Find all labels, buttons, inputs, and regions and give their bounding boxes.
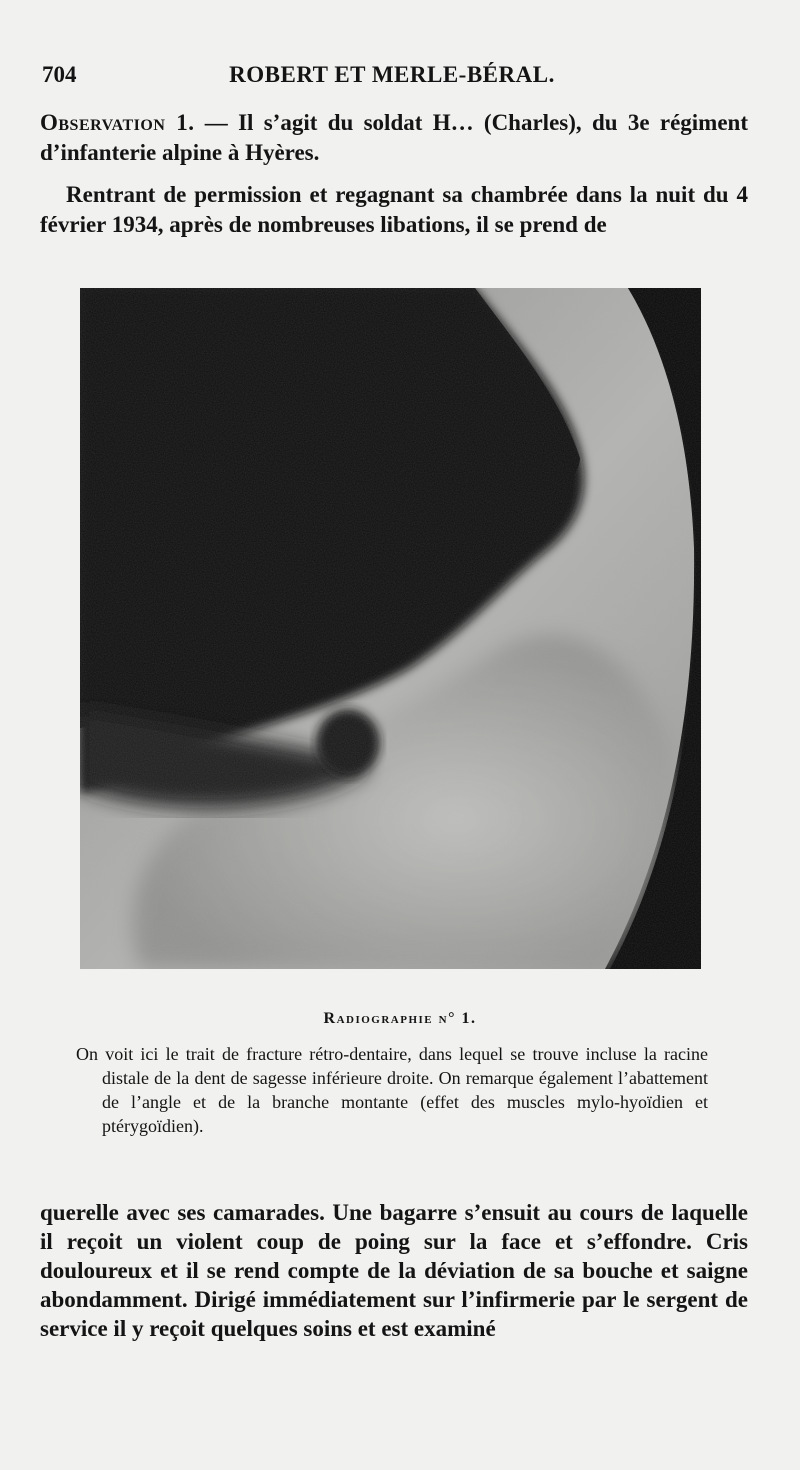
observation-text: — Il s’agit du soldat H… (Charles), du 3e régiment d’infanterie alpine à Hyères. bbox=[40, 110, 748, 165]
figure-caption-title: Radiographie n° 1. bbox=[323, 1010, 477, 1027]
figure-caption bbox=[76, 1042, 708, 1138]
observation-paragraph bbox=[40, 108, 748, 168]
running-head-title: ROBERT ET MERLE-BÉRAL. bbox=[229, 62, 555, 87]
page-number: 704 bbox=[42, 62, 77, 87]
radiograph-figure bbox=[80, 288, 701, 969]
observation-label: Observation 1. bbox=[40, 110, 195, 135]
figure-caption-text: On voit ici le trait de fracture rétro-dentaire, dans lequel se trouve incluse la racine distale de la dent de sagesse inférieure droite. On remarque également l’abattement de l’angle et de la branche montante (effet des muscles mylo-hyoïdien et ptérygoïdien). bbox=[76, 1044, 708, 1136]
body-paragraph-3: querelle avec ses camarades. Une bagarre s’ensuit au cours de laquelle il reçoit un violent coup de poing sur la face et s’effondre. Cris douloureux et il se rend compte de la déviation de sa bouche et saigne abondamment. Dirigé immédiatement sur l’infirmerie par le sergent de service il y reçoit quelques soins et est examiné bbox=[40, 1200, 748, 1341]
running-head bbox=[42, 62, 742, 92]
body-paragraph-2: Rentrant de permission et regagnant sa chambrée dans la nuit du 4 février 1934, après de nombreuses libations, il se prend de bbox=[40, 182, 748, 237]
radiograph-image bbox=[80, 288, 701, 969]
